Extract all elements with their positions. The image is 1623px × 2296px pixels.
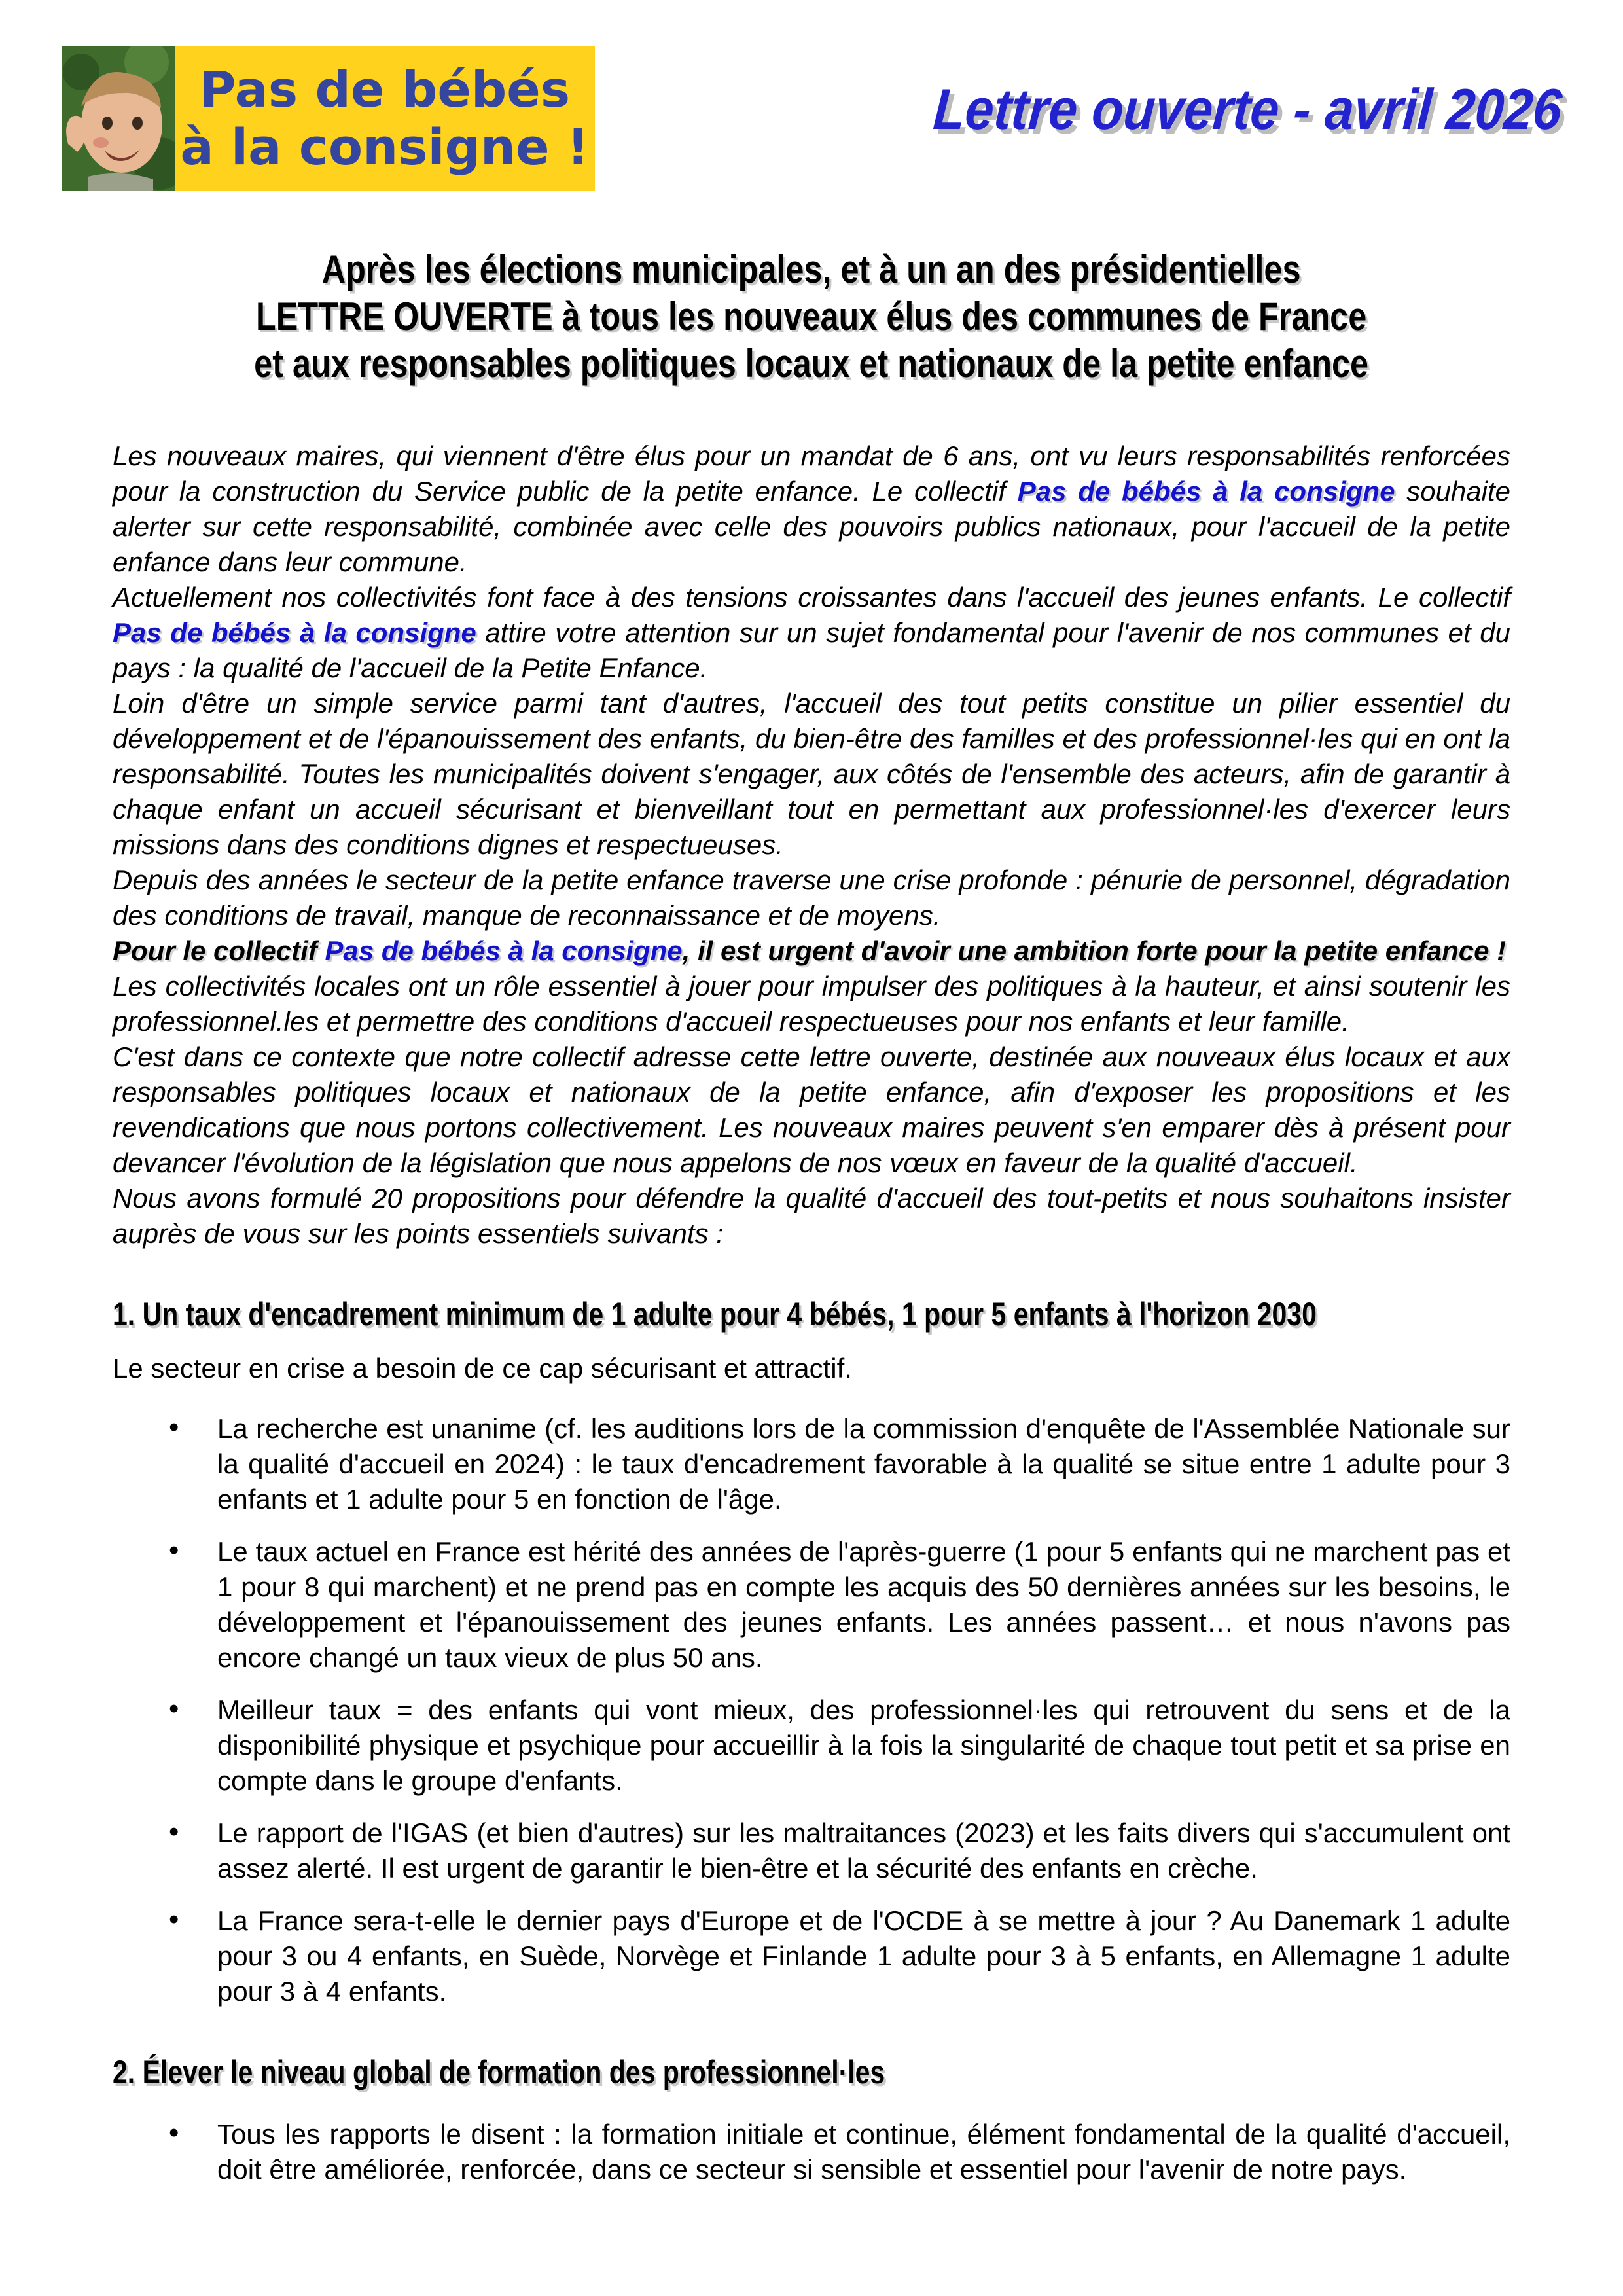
collective-name: Pas de bébés à la consigne: [113, 617, 476, 648]
logo-text: [175, 46, 595, 191]
intro-paragraph: C'est dans ce contexte que notre collectif adresse cette lettre ouverte, destinée aux nouveaux élus locaux et aux responsables politiques locaux et nationaux de la petite enfance, afin d'exposer les propositions et les revendications que nous portons collectivement. Les nouveaux maires peuvent s'en emparer dès à présent pour devancer l'évolution de la législation que nous appelons de nos vœux en faveur de la qualité d'accueil.: [113, 1041, 1510, 1178]
section-1-heading: 1. Un taux d'encadrement minimum de 1 adulte pour 4 bébés, 1 pour 5 enfants à l'horizon 2030: [113, 1296, 1317, 1333]
letter-title: [113, 246, 1510, 387]
baby-photo-illustration: [62, 46, 175, 191]
intro-paragraph: Depuis des années le secteur de la petite enfance traverse une crise profonde : pénurie de personnel, dégradation des conditions de travail, manque de reconnaissance et de moyens.: [113, 865, 1510, 931]
section-2-heading: 2. Élever le niveau global de formation des professionnel·les: [113, 2054, 885, 2090]
logo-line-1: Pas de bébés: [199, 60, 571, 118]
collective-name: Pas de bébés à la consigne: [325, 935, 683, 966]
intro-paragraphs: [113, 439, 1510, 1251]
intro-paragraph: Loin d'être un simple service parmi tant d'autres, l'accueil des tout petits constitue un pilier essentiel du développement et de l'épanouissement des enfants, du bien-être des familles et des professionnel·les qui en ont la responsabilité. Toutes les municipalités doivent s'engager, aux côtés de l'ensemble des acteurs, afin de garantir à chaque enfant un accueil sécurisant et bienveillant tout en permettant aux professionnel·les d'exercer leurs missions dans des conditions dignes et respectueuses.: [113, 688, 1510, 860]
section-1-lead: Le secteur en crise a besoin de ce cap sécurisant et attractif.: [113, 1353, 852, 1384]
intro-paragraph: Les nouveaux maires, qui viennent d'être élus pour un mandat de 6 ans, ont vu leurs responsabilités renforcées pour la construction du Service public de la petite enfance. Le collectif Pas de bébés à la consigne souhaite alerter sur cette responsabilité, combinée avec celle des pouvoirs publics nationaux, pour l'accueil de la petite enfance dans leur commune.: [113, 440, 1510, 577]
logo-line-2: à la consigne !: [180, 118, 590, 176]
intro-paragraph: Pour le collectif Pas de bébés à la consigne, il est urgent d'avoir une ambition forte pour la petite enfance !: [113, 935, 1507, 966]
intro-paragraph: Les collectivités locales ont un rôle essentiel à jouer pour impulser des politiques à la hauteur, et ainsi soutenir les professionnel.les et permettre des conditions d'accueil respectueuses pour nos enfants et leur famille.: [113, 971, 1510, 1037]
section-2-bullets: [113, 2117, 1510, 2187]
section-1-bullets: [113, 1411, 1510, 2009]
bullet-item: • La France sera-t-elle le dernier pays d'Europe et de l'OCDE à se mettre à jour ? Au Danemark 1 adulte pour 3 ou 4 enfants, en Suède, Norvège et Finlande 1 adulte pour 3 à 5 enfants, en Allemagne 1 adulte pour 3 à 4 enfants.: [113, 1903, 1510, 2009]
title-line-1: Après les élections municipales, et à un an des présidentielles: [322, 247, 1301, 291]
title-line-3: et aux responsables politiques locaux et nationaux de la petite enfance: [254, 342, 1369, 386]
letter-banner: Lettre ouverte - avril 2026: [931, 77, 1564, 141]
bullet-item: • Meilleur taux = des enfants qui vont mieux, des professionnel·les qui retrouvent du sens et de la disponibilité physique et psychique pour accueillir à la fois la singularité de chaque tout petit et sa prise en compte dans le groupe d'enfants.: [113, 1693, 1510, 1799]
collective-name: Pas de bébés à la consigne: [1017, 476, 1395, 507]
bullet-item: • Tous les rapports le disent : la formation initiale et continue, élément fondamental de la qualité d'accueil, doit être améliorée, renforcée, dans ce secteur si sensible et essentiel pour l'avenir de notre pays.: [113, 2117, 1510, 2187]
bullet-item: • Le taux actuel en France est hérité des années de l'après-guerre (1 pour 5 enfants qui ne marchent pas et 1 pour 8 qui marchent) et ne prend pas en compte les acquis des 50 dernières années sur les besoins, le développement et l'épanouissement des jeunes enfants. Les années passent… et nous n'avons pas encore changé un taux vieux de plus 50 ans.: [113, 1534, 1510, 1676]
intro-paragraph: Nous avons formulé 20 propositions pour défendre la qualité d'accueil des tout-petits et nous souhaitons insister auprès de vous sur les points essentiels suivants :: [113, 1183, 1510, 1249]
header: [62, 46, 1564, 191]
section-1: [113, 1295, 1510, 2009]
bullet-item: • La recherche est unanime (cf. les auditions lors de la commission d'enquête de l'Assemblée Nationale sur la qualité d'accueil en 2024) : le taux d'encadrement favorable à la qualité se situe entre 1 adulte pour 3 enfants et 1 adulte pour 5 en fonction de l'âge.: [113, 1411, 1510, 1517]
bullet-item: • Le rapport de l'IGAS (et bien d'autres) sur les maltraitances (2023) et les faits divers qui s'accumulent ont assez alerté. Il est urgent de garantir le bien-être et la sécurité des enfants en crèche.: [113, 1816, 1510, 1886]
section-2: [113, 2053, 1510, 2187]
intro-paragraph: Actuellement nos collectivités font face à des tensions croissantes dans l'accueil des jeunes enfants. Le collectif Pas de bébés à la consigne attire votre attention sur un sujet fondamental pour l'avenir de nos communes et du pays : la qualité de l'accueil de la Petite Enfance.: [113, 582, 1510, 683]
logo: [62, 46, 595, 191]
baby-photo: [62, 46, 175, 191]
title-line-2: LETTRE OUVERTE à tous les nouveaux élus des communes de France: [256, 295, 1367, 338]
